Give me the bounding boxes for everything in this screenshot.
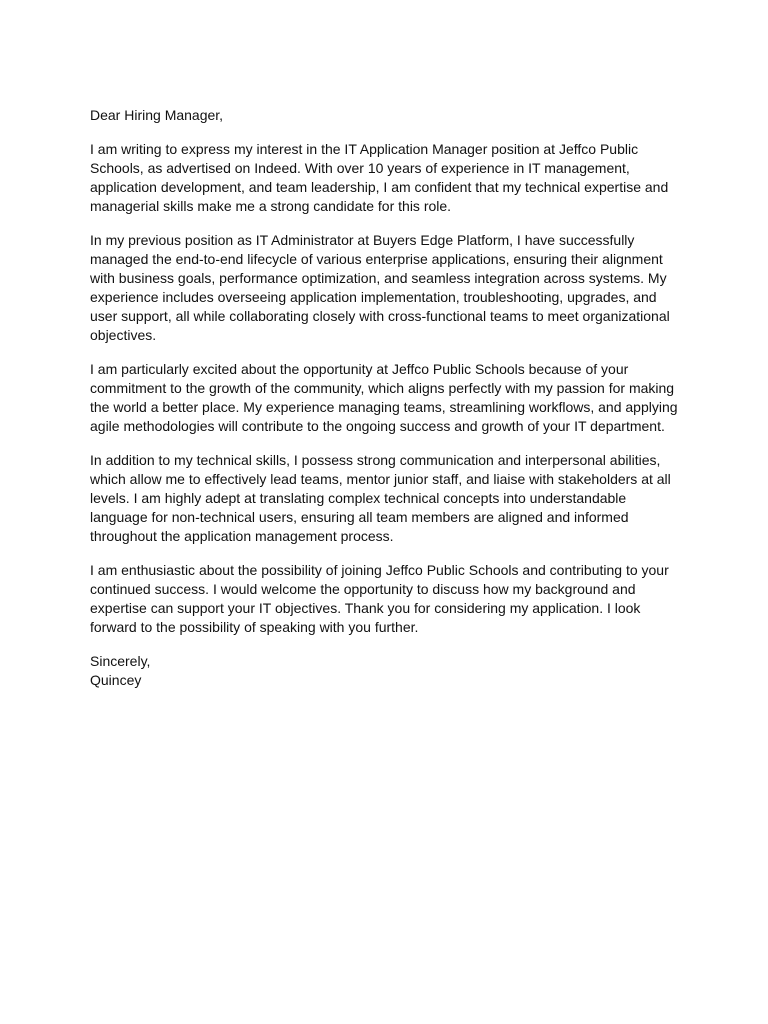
salutation-line: Dear Hiring Manager, bbox=[90, 107, 224, 123]
text-line: expertise can support your IT objectives. Thank you for considering my application. I look bbox=[90, 600, 641, 616]
text-line: experience includes overseeing application implementation, troubleshooting, upgrades, and bbox=[90, 289, 657, 305]
text-line: levels. I am highly adept at translating complex technical concepts into understandable bbox=[90, 490, 627, 506]
paragraph-skills bbox=[90, 451, 680, 546]
text-line: I am particularly excited about the opportunity at Jeffco Public Schools because of your bbox=[90, 361, 629, 377]
text-line: application development, and team leadership, I am confident that my technical expertise and bbox=[90, 179, 669, 195]
paragraph-conclusion bbox=[90, 561, 680, 637]
signature-name: Quincey bbox=[90, 672, 142, 688]
cover-letter bbox=[90, 106, 680, 690]
text-line: In my previous position as IT Administrator at Buyers Edge Platform, I have successfully bbox=[90, 232, 635, 248]
salutation bbox=[90, 106, 680, 125]
closing-block bbox=[90, 652, 680, 690]
text-line: I am writing to express my interest in the IT Application Manager position at Jeffco Public bbox=[90, 141, 639, 157]
text-line: managed the end-to-end lifecycle of various enterprise applications, ensuring their alignment bbox=[90, 251, 663, 267]
text-line: objectives. bbox=[90, 327, 157, 343]
paragraph-intro bbox=[90, 140, 680, 216]
text-line: the world a better place. My experience managing teams, streamlining workflows, and applying bbox=[90, 399, 678, 415]
text-line: throughout the application management process. bbox=[90, 528, 394, 544]
paragraph-motivation bbox=[90, 360, 680, 436]
text-line: Schools, as advertised on Indeed. With over 10 years of experience in IT management, bbox=[90, 160, 630, 176]
paragraph-experience bbox=[90, 231, 680, 345]
text-line: language for non-technical users, ensuring all team members are aligned and informed bbox=[90, 509, 629, 525]
text-line: agile methodologies will contribute to the ongoing success and growth of your IT department. bbox=[90, 418, 665, 434]
text-line: In addition to my technical skills, I possess strong communication and interpersonal abilities, bbox=[90, 452, 661, 468]
text-line: with business goals, performance optimization, and seamless integration across systems. My bbox=[90, 270, 667, 286]
text-line: commitment to the growth of the community, which aligns perfectly with my passion for making bbox=[90, 380, 675, 396]
text-line: which allow me to effectively lead teams, mentor junior staff, and liaise with stakeholders at all bbox=[90, 471, 671, 487]
text-line: I am enthusiastic about the possibility of joining Jeffco Public Schools and contributing to your bbox=[90, 562, 669, 578]
text-line: continued success. I would welcome the opportunity to discuss how my background and bbox=[90, 581, 636, 597]
text-line: managerial skills make me a strong candidate for this role. bbox=[90, 198, 452, 214]
text-line: user support, all while collaborating closely with cross-functional teams to meet organizational bbox=[90, 308, 670, 324]
closing-line: Sincerely, bbox=[90, 653, 151, 669]
text-line: forward to the possibility of speaking with you further. bbox=[90, 619, 419, 635]
